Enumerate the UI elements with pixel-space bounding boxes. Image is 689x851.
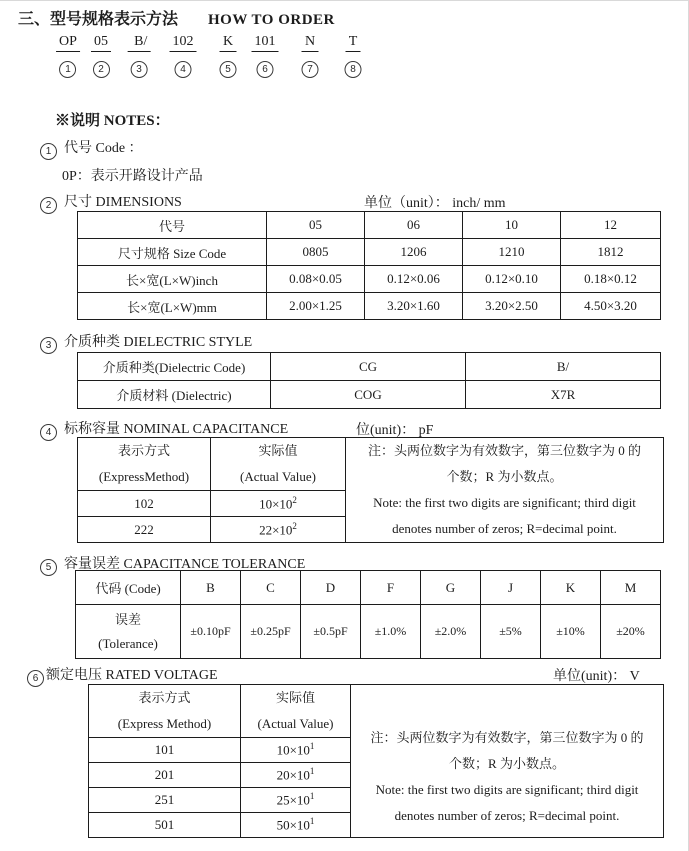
section-dimensions-title: 尺寸 DIMENSIONS [64,195,182,210]
pn-segment-5 [220,32,237,78]
note-cell [351,685,664,838]
table-cell [241,788,351,813]
section-voltage-title: 额定电压 RATED VOLTAGE [46,668,218,683]
table-cell: 06 [365,212,463,239]
col-label-zh: 表示方式 [138,690,191,705]
table-header-cell [76,605,181,659]
value-base: 10×10 [259,496,293,512]
table-cell: CG [271,353,466,381]
pn-segment-2 [91,32,111,78]
table-cell: X7R [466,381,661,409]
page-title-zh: 三、型号规格表示方法 [18,11,179,28]
pn-segment-4 [170,32,197,78]
pn-code: OP [56,34,80,52]
circled-number-icon: 5 [40,559,57,576]
voltage-unit-label: 单位(unit)： V [553,669,640,684]
pn-code: T [346,34,361,52]
pn-code: 102 [170,34,197,52]
circled-number-icon: 6 [27,670,44,687]
table-cell: 12 [561,212,661,239]
table-cell: 0805 [267,239,365,266]
value-exponent: 1 [309,791,315,802]
col-label-en: (ExpressMethod) [98,469,190,484]
table-header-cell: 代码 (Code) [76,571,181,605]
table-cell: 2.00×1.25 [267,293,365,320]
table-cell: M [601,571,661,605]
circled-number-icon: 1 [40,143,57,160]
section-dielectric-title: 介质种类 DIELECTRIC STYLE [64,335,253,350]
note-line: denotes number of zeros; R=decimal point. [394,807,620,823]
table-row [78,293,661,320]
value-exponent: 1 [309,766,315,777]
table-cell: 101 [89,738,241,763]
table-cell [241,813,351,838]
circled-number-icon: 2 [40,197,57,214]
section-tolerance-title: 容量误差 CAPACITANCE TOLERANCE [64,557,306,572]
pn-code: 05 [91,34,111,52]
section-code-heading [40,137,143,160]
table-cell: 尺寸规格 Size Code [78,239,267,266]
table-row [76,571,661,605]
table-cell: 0.08×0.05 [267,266,365,293]
table-cell: 介质材料 (Dielectric) [78,381,271,409]
table-cell: 0.18×0.12 [561,266,661,293]
circled-number-icon: 4 [175,61,192,78]
circled-number-icon: 5 [220,61,237,78]
part-number-example [0,32,689,107]
voltage-table [88,684,664,838]
table-cell: 介质种类(Dielectric Code) [78,353,271,381]
table-cell: F [361,571,421,605]
section-code-title: 代号 Code ： [64,141,143,156]
table-cell: ±20% [601,605,661,659]
pn-segment-1 [56,32,80,78]
table-cell [211,491,346,517]
table-cell: 1210 [463,239,561,266]
section-capacitance-title: 标称容量 NOMINAL CAPACITANCE [64,422,289,437]
table-cell: 0.12×0.10 [463,266,561,293]
col-label-en: (Express Method) [117,716,212,731]
table-cell [241,763,351,788]
circled-number-icon: 7 [302,61,319,78]
table-cell: 05 [267,212,365,239]
col-label-zh: 实际值 [258,443,298,458]
table-cell: ±0.25pF [241,605,301,659]
table-cell: 10 [463,212,561,239]
table-cell: B [181,571,241,605]
table-header-cell [89,685,241,738]
table-row [78,438,664,491]
value-exponent: 2 [292,520,297,531]
table-row [78,353,661,381]
table-cell: 251 [89,788,241,813]
dimensions-table [77,211,661,320]
table-cell: 长×宽(L×W)inch [78,266,267,293]
circled-number-icon: 1 [60,61,77,78]
table-cell: 长×宽(L×W)mm [78,293,267,320]
pn-code: K [220,34,236,52]
table-cell: 222 [78,517,211,543]
pn-code: B/ [128,34,151,52]
table-cell: 501 [89,813,241,838]
note-line: 注：头两位数字为有效数字，第三位数字为 0 的 [370,729,644,745]
value-base: 25×10 [276,792,310,808]
table-cell [211,517,346,543]
table-cell: 201 [89,763,241,788]
value-exponent: 1 [309,741,315,752]
capacitance-table [77,437,664,543]
value-base: 20×10 [276,767,310,783]
table-cell: 4.50×3.20 [561,293,661,320]
table-cell: ±1.0% [361,605,421,659]
table-cell: ±0.10pF [181,605,241,659]
table-cell: ±2.0% [421,605,481,659]
table-cell: ±10% [541,605,601,659]
table-row [78,212,661,239]
table-cell: 代号 [78,212,267,239]
circled-number-icon: 6 [257,61,274,78]
table-cell: C [241,571,301,605]
note-cell [346,438,664,543]
dimensions-unit-label: 单位（unit）： inch/ mm [364,196,506,211]
note-line: Note: the first two digits are significant; third digit [375,781,639,797]
value-exponent: 1 [309,816,315,827]
notes-heading: ※说明 NOTES： [55,113,170,129]
circled-number-icon: 2 [93,61,110,78]
table-cell [241,738,351,763]
note-line: 个数；R 为小数点。 [449,755,565,771]
pn-code: 101 [252,34,279,52]
table-header-cell [78,438,211,491]
table-cell: 3.20×2.50 [463,293,561,320]
value-base: 10×10 [276,742,310,758]
table-cell: 102 [78,491,211,517]
col-label-zh: 表示方式 [117,443,170,458]
table-cell: ±5% [481,605,541,659]
value-exponent: 2 [292,494,297,505]
table-row [76,605,661,659]
section-dielectric-heading [40,331,252,354]
note-line: 注：头两位数字为有效数字，第三位数字为 0 的 [367,443,641,458]
table-cell: 3.20×1.60 [365,293,463,320]
row-label-en: (Tolerance) [98,635,158,651]
pn-segment-7 [302,32,319,78]
note-line: 个数；R 为小数点。 [446,469,563,484]
row-label-zh: 误差 [114,611,141,627]
pn-segment-6 [252,32,279,78]
table-cell: 0.12×0.06 [365,266,463,293]
tolerance-table [75,570,661,659]
section-code-body: 0P：表示开路设计产品 [62,169,203,184]
table-row [78,239,661,266]
col-label-zh: 实际值 [275,690,315,705]
table-cell: 1206 [365,239,463,266]
pn-segment-8 [345,32,362,78]
circled-number-icon: 3 [130,61,147,78]
value-base: 22×10 [259,522,293,538]
table-cell: K [541,571,601,605]
table-row [78,266,661,293]
table-cell: 1812 [561,239,661,266]
pn-code: N [302,34,318,52]
table-cell: ±0.5pF [301,605,361,659]
circled-number-icon: 4 [40,424,57,441]
page-title [18,6,335,29]
table-header-cell [211,438,346,491]
col-label-en: (Actual Value) [240,469,316,484]
circled-number-icon: 8 [345,61,362,78]
note-line: Note: the first two digits are significant; third digit [373,495,636,510]
table-cell: COG [271,381,466,409]
circled-number-icon: 3 [40,337,57,354]
dielectric-table [77,352,661,409]
table-row [89,685,664,738]
value-base: 50×10 [276,817,310,833]
page-title-en: HOW TO ORDER [208,12,335,28]
table-cell: B/ [466,353,661,381]
pn-segment-3 [128,32,151,78]
capacitance-unit-label: 位(unit)： pF [356,423,434,438]
table-cell: D [301,571,361,605]
col-label-en: (Actual Value) [257,716,334,731]
table-row [78,381,661,409]
table-cell: J [481,571,541,605]
table-cell: G [421,571,481,605]
table-header-cell [241,685,351,738]
note-line: denotes number of zeros; R=decimal point. [392,521,617,536]
